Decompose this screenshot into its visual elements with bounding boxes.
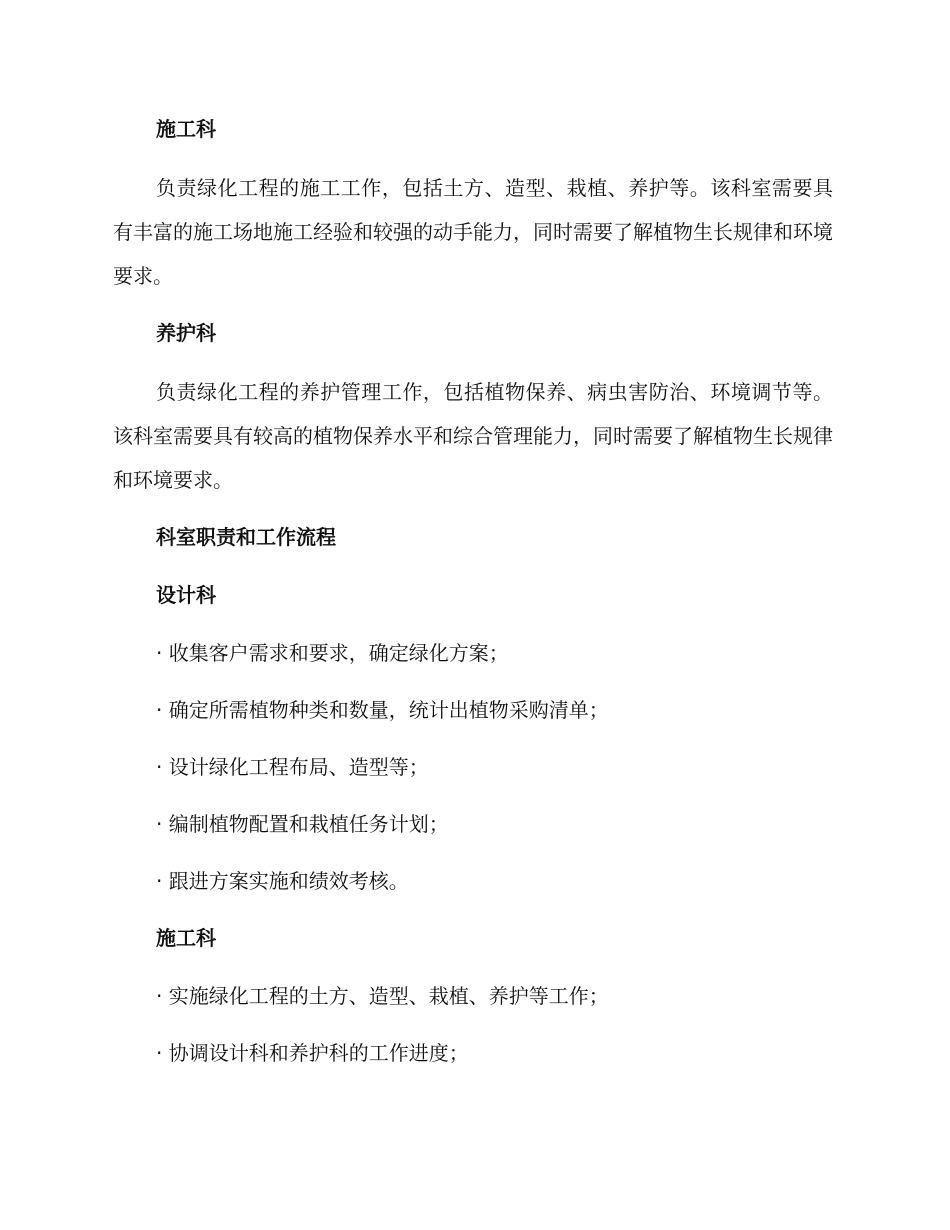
list-item: · 确定所需植物种类和数量，统计出植物采购清单； [156,698,609,722]
list-item: · 实施绿化工程的土方、造型、栽植、养护等工作； [156,984,609,1008]
list-item: · 设计绿化工程布局、造型等； [156,755,429,779]
section-heading-duties: 科室职责和工作流程 [156,525,336,549]
section-desc-maintenance: 负责绿化工程的养护管理工作，包括植物保养、病虫害防治、环境调节等。该科室需要具有较高的植物保养水平和综合管理能力，同时需要了解植物生长规律和环境要求。 [113,380,833,492]
list-item: · 编制植物配置和栽植任务计划； [156,812,449,836]
section-heading-maintenance: 养护科 [156,321,216,345]
list-item: · 跟进方案实施和绩效考核。 [156,869,409,893]
section-heading-construction: 施工科 [156,117,216,141]
document-page [113,108,833,1089]
section-heading-design: 设计科 [156,583,216,607]
section-heading-construction-2: 施工科 [156,926,216,950]
section-desc-construction: 负责绿化工程的施工工作，包括土方、造型、栽植、养护等。该科室需要具有丰富的施工场地施工经验和较强的动手能力，同时需要了解植物生长规律和环境要求。 [113,176,833,288]
list-item: · 协调设计科和养护科的工作进度； [156,1041,469,1065]
list-item: · 收集客户需求和要求，确定绿化方案； [156,641,509,665]
